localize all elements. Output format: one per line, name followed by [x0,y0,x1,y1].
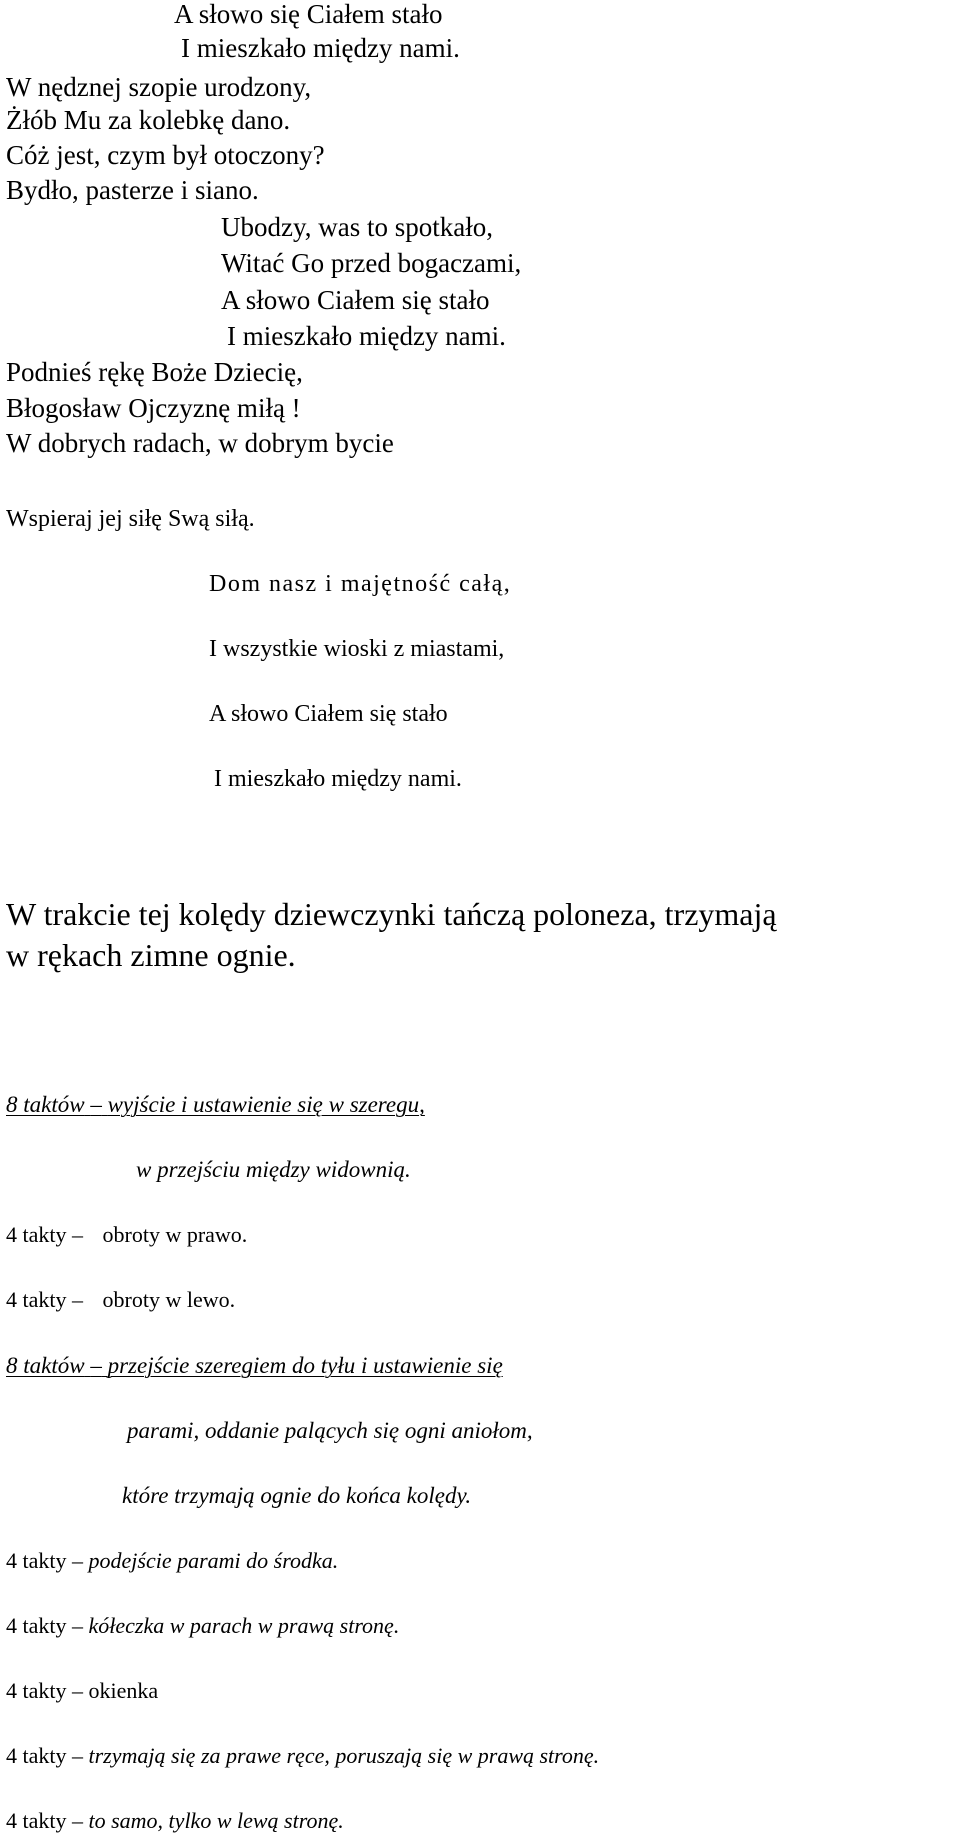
step-desc: kółeczka w parach w prawą stronę. [88,1613,400,1638]
step-dash: – [72,1808,83,1833]
verse-line: Podnieś rękę Boże Dziecię, [6,357,303,387]
verse-line: A słowo Ciałem się stało [221,285,490,315]
verse-line: Wspieraj jej siłę Swą siłą. [6,506,255,532]
step-count: 8 taktów [6,1092,85,1117]
choreo-step-2 [6,1224,247,1246]
verse-line: Żłób Mu za kolebkę dano. [6,105,291,135]
step-desc: obroty w prawo. [102,1222,248,1247]
verse-line: Ubodzy, was to spotkało, [221,212,493,242]
verse-line: W dobrych radach, w dobrym bycie [6,428,394,458]
verse-line: A słowo Ciałem się stało [209,701,448,727]
step-dash: – [72,1678,83,1703]
step-dash: – [72,1743,83,1768]
step-count: 4 takty [6,1287,67,1312]
step-desc: przejście szeregiem do tyłu i ustawienie się [107,1353,503,1378]
step-desc: wyjście i ustawienie się w szeregu, [107,1092,425,1117]
dance-heading-line-1: W trakcie tej kolędy dziewczynki tańczą poloneza, trzymają [6,896,777,932]
choreo-step-9 [6,1810,344,1832]
verse-line: Błogosław Ojczyznę miłą ! [6,393,301,423]
step-count: 4 takty [6,1548,67,1573]
step-dash: – [72,1222,83,1247]
step-desc: okienka [88,1678,159,1703]
verse-line: I mieszkało między nami. [227,321,506,351]
step-count: 4 takty [6,1808,67,1833]
step-dash: – [90,1353,102,1378]
verse-line: W nędznej szopie urodzony, [6,72,312,102]
step-dash: – [72,1287,83,1312]
choreo-step-1 [6,1093,425,1116]
choreo-step-1-continued: w przejściu między widownią. [136,1157,411,1182]
choreo-step-6 [6,1615,399,1637]
verse-line: Dom nasz i majętność całą, [209,571,512,597]
step-count: 4 takty [6,1743,67,1768]
step-dash: – [72,1548,83,1573]
step-count: 4 takty [6,1678,67,1703]
step-dash: – [72,1613,83,1638]
choreo-step-7 [6,1680,158,1702]
step-count: 8 taktów [6,1353,85,1378]
step-count: 4 takty [6,1222,67,1247]
choreo-step-4 [6,1354,503,1377]
verse-line: I mieszkało między nami. [214,766,462,792]
step-count: 4 takty [6,1613,67,1638]
step-desc: trzymają się za prawe ręce, poruszają się w prawą stronę. [88,1743,600,1768]
choreo-step-4-continued: które trzymają ognie do końca kolędy. [122,1483,472,1508]
step-dash: – [90,1092,102,1117]
step-desc: podejście parami do środka. [88,1548,339,1573]
dance-heading-line-2: w rękach zimne ognie. [6,937,296,973]
verse-line: A słowo się Ciałem stało [174,0,443,29]
choreo-step-5 [6,1550,338,1572]
verse-line: I wszystkie wioski z miastami, [209,636,505,662]
choreo-step-8 [6,1745,599,1767]
step-desc: obroty w lewo. [102,1287,236,1312]
verse-line: Cóż jest, czym był otoczony? [6,140,325,170]
choreo-step-3 [6,1289,235,1311]
verse-line: Bydło, pasterze i siano. [6,175,259,205]
verse-line: I mieszkało między nami. [181,33,460,63]
verse-line: Witać Go przed bogaczami, [221,248,522,278]
choreo-step-4-continued: parami, oddanie palących się ogni aniołom, [127,1418,533,1443]
step-desc: to samo, tylko w lewą stronę. [88,1808,344,1833]
